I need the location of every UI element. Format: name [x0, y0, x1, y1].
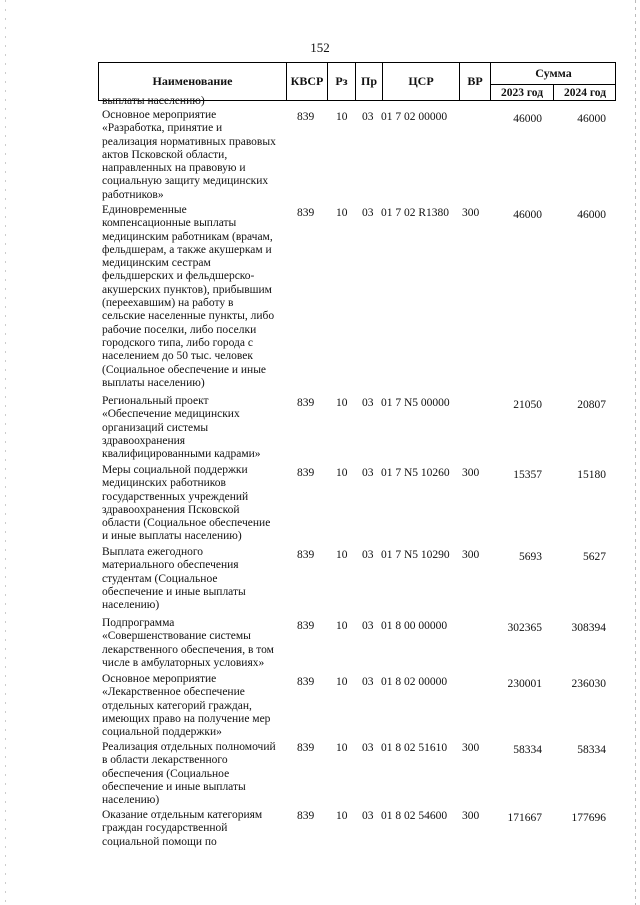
row-csr: 01 7 02 00000	[381, 111, 448, 123]
row-sum-2024: 46000	[577, 113, 606, 125]
row-name: Основное мероприятие «Лекарственное обеспечение отдельных категорий граждан, имеющих право на получение мер социальной поддержки»	[102, 673, 271, 739]
header-rz: Рз	[335, 74, 348, 88]
row-sum-2024: 20807	[577, 399, 606, 411]
row-sum-2024: 46000	[577, 209, 606, 221]
row-vr: 300	[462, 742, 480, 754]
header-year-2024: 2024 год	[563, 87, 607, 99]
row-sum-2023: 230001	[507, 678, 542, 690]
row-rz: 10	[336, 676, 348, 688]
row-sum-2023: 171667	[507, 812, 542, 824]
row-name: Региональный проект «Обеспечение медицинских организаций системы здравоохранения квалифицированными кадрами»	[102, 395, 261, 461]
scan-edge-left	[5, 0, 6, 905]
row-pr: 03	[362, 676, 374, 688]
header-csr: ЦСР	[408, 74, 434, 88]
row-pr: 03	[362, 549, 374, 561]
row-sum-2023: 15357	[513, 469, 542, 481]
row-csr: 01 7 N5 00000	[381, 397, 450, 409]
row-csr: 01 8 00 00000	[381, 620, 448, 632]
row-name: Подпрограмма «Совершенствование системы лекарственного обеспечения, в том числе в амбулаторных условиях»	[102, 617, 274, 669]
header-name: Наименование	[152, 74, 233, 88]
row-kvsr: 839	[297, 620, 315, 632]
row-csr: 01 8 02 54600	[381, 810, 448, 822]
row-rz: 10	[336, 810, 348, 822]
row-sum-2023: 58334	[513, 744, 542, 756]
row-rz: 10	[336, 467, 348, 479]
row-pr: 03	[362, 620, 374, 632]
row-csr: 01 8 02 51610	[381, 742, 448, 754]
row-rz: 10	[336, 620, 348, 632]
row-vr: 300	[462, 549, 480, 561]
row-kvsr: 839	[297, 549, 315, 561]
row-sum-2023: 46000	[513, 113, 542, 125]
row-kvsr: 839	[297, 676, 315, 688]
row-pr: 03	[362, 467, 374, 479]
row-rz: 10	[336, 742, 348, 754]
row-kvsr: 839	[297, 111, 315, 123]
row-sum-2024: 58334	[577, 744, 606, 756]
row-rz: 10	[336, 111, 348, 123]
row-sum-2024: 177696	[571, 812, 606, 824]
row-name: Единовременные компенсационные выплаты медицинским работникам (врачам, фельдшерам, а также акушеркам и медицинским сестрам фельдшерских и фельдшерско- акушерских пунктов), прибывшим (переехавшим) на работу в сельские населенные пункты, либо рабочие поселки, либо поселки городского типа, либо города с населением до 50 тыс. человек (Социальное обеспечение и иные выплаты населению)	[102, 204, 275, 389]
row-kvsr: 839	[297, 207, 315, 219]
row-sum-2023: 5693	[519, 551, 542, 563]
header-vr: ВР	[467, 74, 483, 88]
header-pr: Пр	[360, 74, 377, 88]
row-pr: 03	[362, 111, 374, 123]
row-csr: 01 7 02 R1380	[381, 207, 450, 219]
row-rz: 10	[336, 397, 348, 409]
header-kvsr: КВСР	[290, 74, 324, 88]
row-rz: 10	[336, 207, 348, 219]
row-vr: 300	[462, 467, 480, 479]
continuation-text: выплаты населению)	[102, 95, 205, 107]
row-sum-2024: 236030	[571, 678, 606, 690]
row-rz: 10	[336, 549, 348, 561]
row-pr: 03	[362, 207, 374, 219]
row-sum-2024: 5627	[583, 551, 606, 563]
row-kvsr: 839	[297, 742, 315, 754]
header-year-2023: 2023 год	[500, 87, 544, 99]
row-kvsr: 839	[297, 810, 315, 822]
row-sum-2023: 46000	[513, 209, 542, 221]
row-name: Меры социальной поддержки медицинских работников государственных учреждений здравоохранения Псковской области (Социальное обеспечение и иные выплаты населению)	[102, 464, 271, 543]
row-name: Основное мероприятие «Разработка, принятие и реализация нормативных правовых актов Псковской области, направленных на правовую и социальную защиту медицинских работников»	[102, 109, 276, 201]
row-vr: 300	[462, 207, 480, 219]
row-pr: 03	[362, 397, 374, 409]
row-sum-2023: 302365	[507, 622, 542, 634]
row-pr: 03	[362, 742, 374, 754]
row-name: Оказание отдельным категориям граждан государственной социальной помощи по	[102, 809, 263, 848]
page-number: 152	[310, 40, 330, 55]
row-kvsr: 839	[297, 397, 315, 409]
header-sum: Сумма	[535, 65, 572, 80]
row-name: Выплата ежегодного материального обеспечения студентам (Социальное обеспечение и иные выплаты населению)	[102, 546, 246, 612]
row-sum-2024: 15180	[577, 469, 606, 481]
row-name: Реализация отдельных полномочий в области лекарственного обеспечения (Социальное обеспечение и иные выплаты населению)	[102, 741, 276, 807]
scan-edge-right	[635, 0, 636, 905]
row-csr: 01 7 N5 10290	[381, 549, 450, 561]
row-sum-2023: 21050	[513, 399, 542, 411]
row-vr: 300	[462, 810, 480, 822]
row-pr: 03	[362, 810, 374, 822]
row-csr: 01 8 02 00000	[381, 676, 448, 688]
row-csr: 01 7 N5 10260	[381, 467, 450, 479]
row-sum-2024: 308394	[571, 622, 606, 634]
row-kvsr: 839	[297, 467, 315, 479]
